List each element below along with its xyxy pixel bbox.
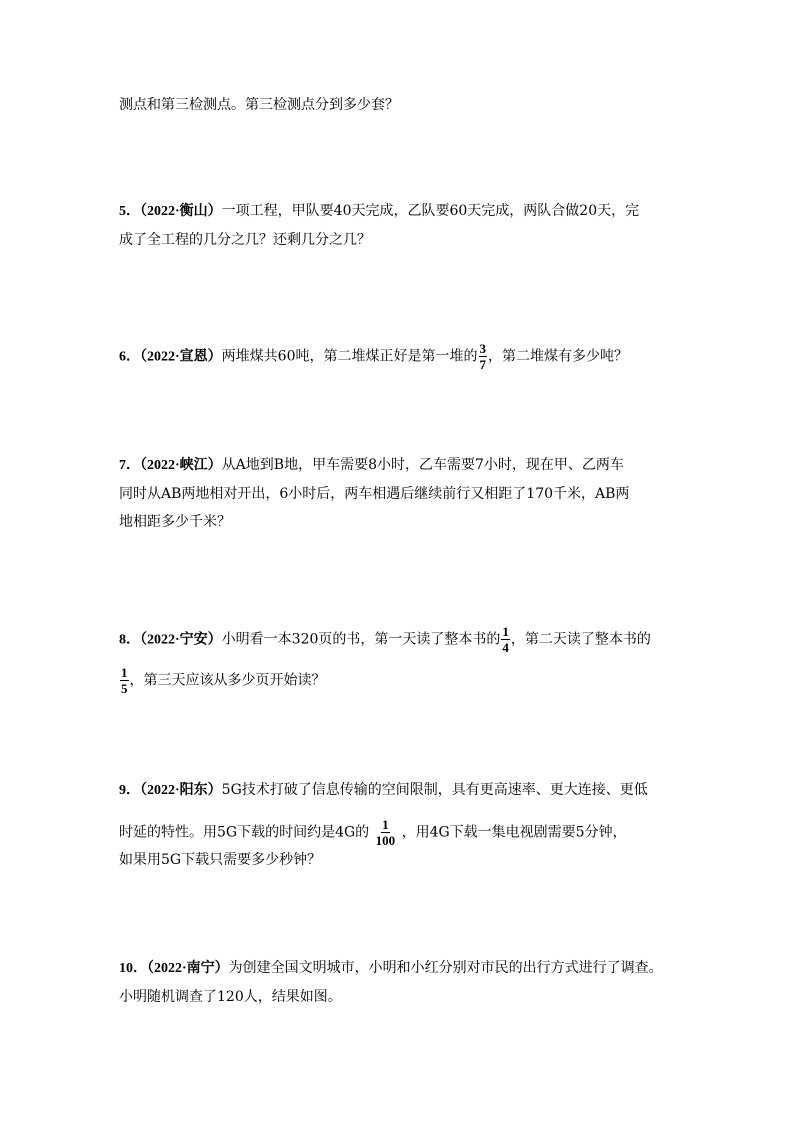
q9-text-3: 如果用5G下载只需要多少秒钟？: [119, 852, 322, 868]
q8-fraction-1-denominator: 4: [502, 640, 509, 655]
q8-fraction-2: [120, 666, 129, 695]
q10-number: 10．: [119, 961, 147, 976]
q5-number: 5．: [119, 204, 140, 219]
q10-text-1: 为创建全国文明城市，小明和小红分别对市民的出行方式进行了调查。: [228, 960, 663, 976]
q5-text-1: 一项工程，甲队要40天完成，乙队要60天完成，两队合做20天，完: [221, 203, 640, 219]
q8-text-mid: ，第二天读了整本书的: [510, 631, 651, 648]
q7-text-2: 同时从AB两地相对开出，6小时后，两车相遇后继续前行又相距了170千米，AB两: [119, 486, 630, 502]
q6-source: （2022·宣恩）: [140, 349, 222, 365]
q8-source: （2022·宁安）: [140, 632, 222, 648]
q5-line-1: [119, 202, 639, 221]
q8-fraction-1: [501, 625, 510, 654]
q9-line-3: [119, 851, 321, 869]
q6-text-post: ，第二堆煤有多少吨？: [488, 348, 628, 365]
q7-line-3: [119, 513, 231, 531]
q7-text-3: 地相距多少千米？: [119, 514, 231, 530]
q6-number: 6．: [119, 349, 140, 365]
q9-source: （2022·阳东）: [140, 783, 222, 798]
q10-line-2: [119, 988, 342, 1006]
q5-source: （2022·衡山）: [140, 204, 222, 219]
q8-number: 8．: [119, 632, 140, 648]
q10-line-1: [119, 959, 663, 978]
q6-fraction-denominator: 7: [479, 357, 486, 372]
q9-line-2: [119, 818, 627, 847]
q8-text-pre: 小明看一本320页的书，第一天读了整本书的: [221, 631, 501, 648]
q10-source: （2022·南宁）: [147, 961, 229, 976]
q7-line-2: [119, 485, 629, 503]
q8-line-2: [119, 666, 326, 695]
q7-source: （2022·峡江）: [140, 458, 222, 473]
q7-line-1: [119, 456, 624, 475]
q9-text-2-pre: 时延的特性。用5G下载的时间约是4G的: [119, 824, 370, 841]
q8-fraction-1-numerator: 1: [502, 624, 509, 639]
q9-fraction-numerator: 1: [382, 817, 389, 832]
q6-fraction: [479, 342, 488, 371]
q4-text: 测点和第三检测点。第三检测点分到多少套？: [119, 97, 399, 113]
q9-line-1: [119, 781, 648, 800]
q10-text-2: 小明随机调查了120人，结果如图。: [119, 989, 342, 1005]
q6-fraction-numerator: 3: [479, 341, 486, 356]
q6-line: [119, 342, 628, 371]
q4-line: [119, 96, 399, 114]
q9-number: 9．: [119, 783, 140, 798]
q9-text-2-post: ，用4G下载一集电视剧需要5分钟，: [401, 824, 627, 841]
q7-text-1: 从A地到B地，甲车需要8小时，乙车需要7小时，现在甲、乙两车: [221, 457, 624, 473]
q5-line-2: [119, 231, 371, 249]
q9-fraction: [375, 818, 397, 847]
q7-number: 7．: [119, 458, 140, 473]
q8-fraction-2-denominator: 5: [121, 681, 128, 696]
q9-text-1: 5G技术打破了信息传输的空间限制，具有更高速率、更大连接、更低: [221, 782, 648, 798]
q5-text-2: 成了全工程的几分之几？还剩几分之几？: [119, 232, 371, 248]
q9-fraction-denominator: 100: [375, 833, 396, 848]
q8-fraction-2-numerator: 1: [121, 665, 128, 680]
q8-line-1: [119, 625, 651, 654]
q8-text-post: ，第三天应该从多少页开始读？: [129, 672, 326, 689]
q6-text-pre: 两堆煤共60吨，第二堆煤正好是第一堆的: [221, 348, 478, 365]
